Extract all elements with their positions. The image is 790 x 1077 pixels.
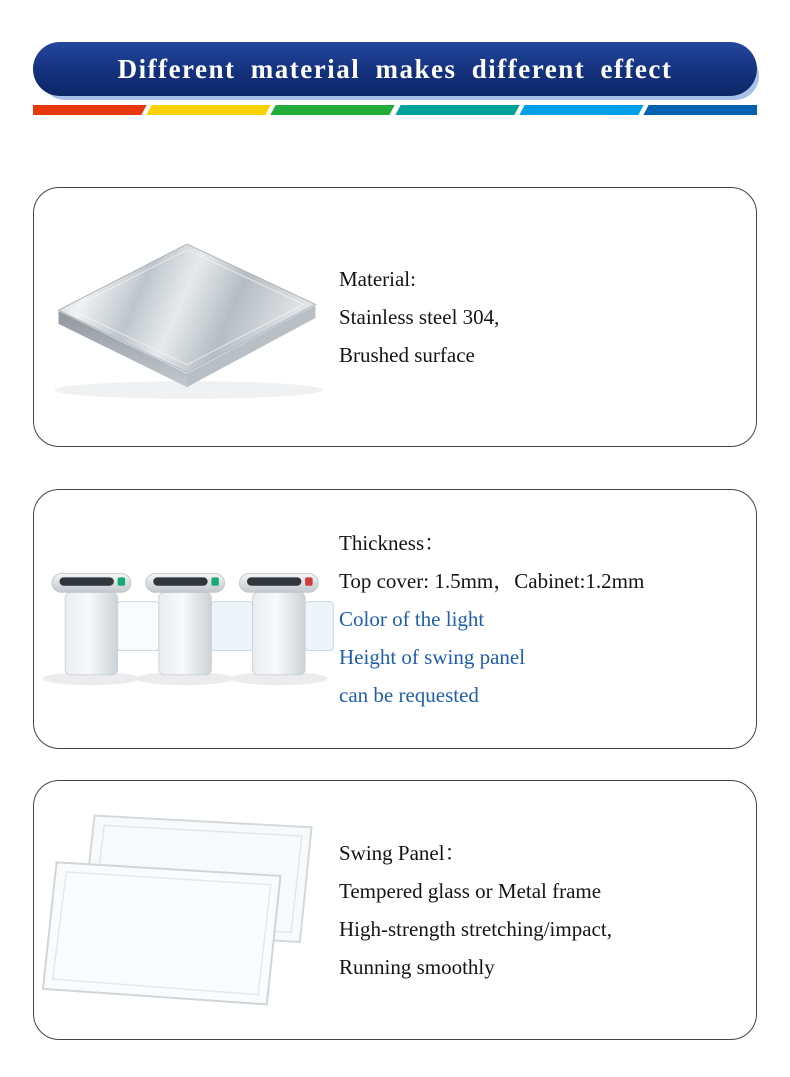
- steel-plate-illustration: [41, 222, 333, 412]
- text-line: Material:: [339, 267, 416, 291]
- stripe-segment: [147, 105, 271, 115]
- steel-plate-image: [34, 222, 339, 412]
- glass-panels-image: [34, 797, 339, 1023]
- thickness-text: [339, 524, 756, 714]
- material-text: [339, 260, 756, 374]
- text-line: Color of the light: [339, 607, 485, 631]
- material-card: [33, 187, 757, 447]
- stripe-segment: [519, 105, 643, 115]
- text-line: Tempered glass or Metal frame: [339, 879, 602, 903]
- text-line: Brushed surface: [339, 343, 475, 367]
- swing-panel-text: [339, 834, 756, 986]
- header-banner: [33, 42, 757, 96]
- speed-gate-illustration: [37, 527, 337, 712]
- swing-panel-card: [33, 780, 757, 1040]
- text-line: High-strength stretching/impact,: [339, 917, 612, 941]
- thickness-card: [33, 489, 757, 749]
- speed-gate-image: [34, 527, 339, 712]
- stripe-segment: [271, 105, 395, 115]
- glass-panels-illustration: [41, 797, 333, 1023]
- text-line: Swing Panel：: [339, 841, 466, 865]
- text-line: can be requested: [339, 683, 479, 707]
- stripe-segment: [33, 105, 147, 115]
- text-line: Stainless steel 304,: [339, 305, 500, 329]
- page-title: Different material makes different effect: [117, 53, 673, 84]
- text-line: Running smoothly: [339, 955, 495, 979]
- text-line: Height of swing panel: [339, 645, 526, 669]
- color-stripe: [33, 105, 757, 115]
- stripe-segment: [643, 105, 757, 115]
- text-line: Thickness：: [339, 531, 446, 555]
- stripe-segment: [395, 105, 519, 115]
- text-line: Top cover: 1.5mm，Cabinet:1.2mm: [339, 569, 645, 593]
